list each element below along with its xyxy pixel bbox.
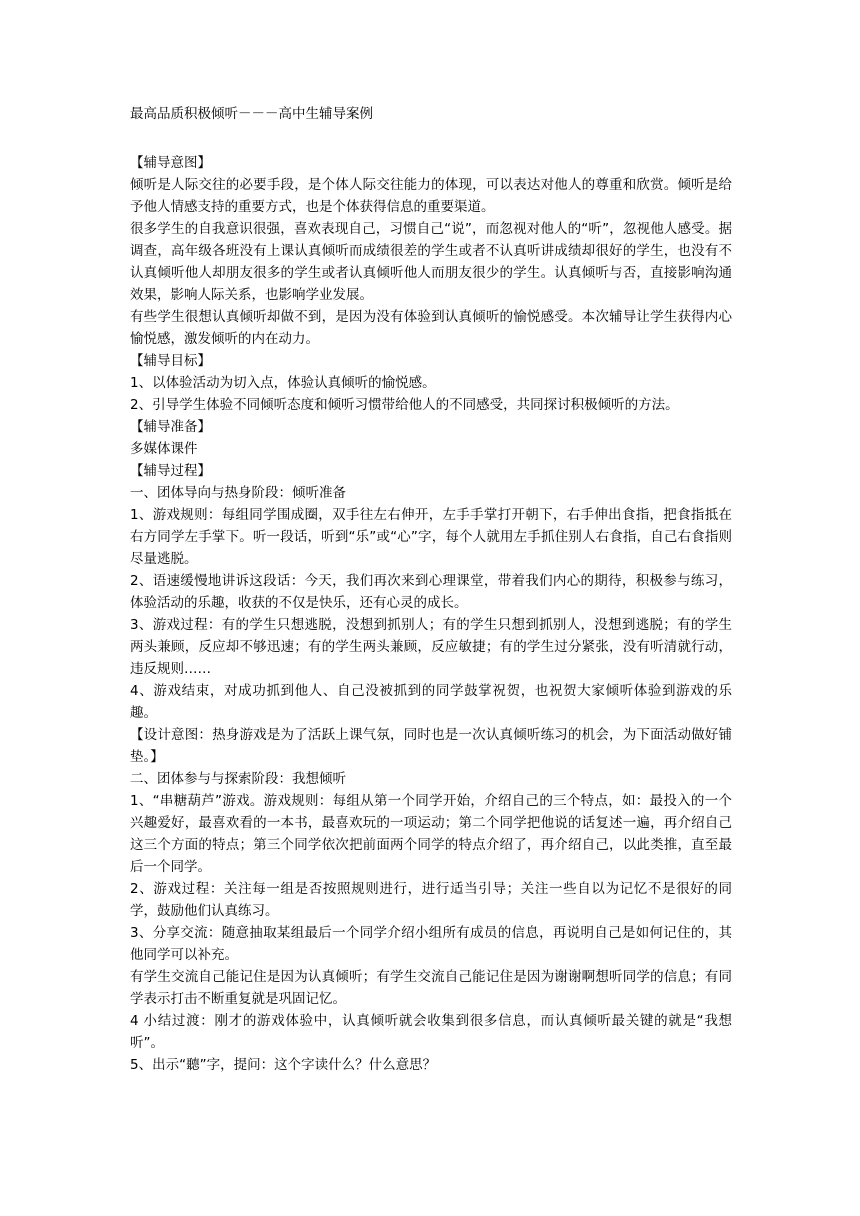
- paragraph: 3、游戏过程：有的学生只想逃脱，没想到抓别人；有的学生只想到抓别人，没想到逃脱；有的学生两头兼顾，反应却不够迅速；有的学生两头兼顾，反应敏捷；有的学生过分紧张，没有听清就行动，违反规则……: [130, 617, 732, 677]
- paragraph: 4、游戏结束，对成功抓到他人、自己没被抓到的同学鼓掌祝贺，也祝贺大家倾听体验到游戏的乐趣。: [130, 683, 732, 721]
- paragraph: 一、团体导向与热身阶段：倾听准备: [130, 485, 346, 501]
- paragraph: 3、分享交流：随意抽取某组最后一个同学介绍小组所有成员的信息，再说明自己是如何记住的，其他同学可以补充。: [130, 925, 732, 963]
- paragraph: 二、团体参与与探索阶段：我想倾听: [130, 771, 346, 787]
- paragraph: 很多学生的自我意识很强，喜欢表现自己，习惯自己“说”，而忽视对他人的“听”，忽视他人感受。据调查，高年级各班没有上课认真倾听而成绩很差的学生或者不认真听讲成绩却很好的学生，也没有不认真倾听他人却朋友很多的学生或者认真倾听他人而朋友很少的学生。认真倾听与否，直接影响沟通效果，影响人际关系，也影响学业发展。: [130, 221, 732, 303]
- paragraph: 【辅导目标】: [130, 353, 211, 369]
- paragraph: 2、语速缓慢地讲诉这段话：今天，我们再次来到心理课堂，带着我们内心的期待，积极参与练习，体验活动的乐趣，收获的不仅是快乐，还有心灵的成长。: [130, 573, 732, 611]
- document-page: [130, 104, 732, 1076]
- paragraph: 【设计意图：热身游戏是为了活跃上课气氛，同时也是一次认真倾听练习的机会，为下面活动做好铺垫。】: [130, 727, 732, 765]
- paragraph: 【辅导准备】: [130, 419, 211, 435]
- paragraph: 有学生交流自己能记住是因为认真倾听；有学生交流自己能记住是因为谢谢啊想听同学的信息；有同学表示打击不断重复就是巩固记忆。: [130, 969, 732, 1007]
- paragraph: 多媒体课件: [130, 441, 198, 457]
- paragraph: 倾听是人际交往的必要手段，是个体人际交往能力的体现，可以表达对他人的尊重和欣赏。倾听是给予他人情感支持的重要方式，也是个体获得信息的重要渠道。: [130, 177, 732, 215]
- paragraph: 1、“串糖葫芦”游戏。游戏规则：每组从第一个同学开始，介绍自己的三个特点，如：最投入的一个兴趣爱好，最喜欢看的一本书，最喜欢玩的一项运动；第二个同学把他说的话复述一遍，再介绍自己这三个方面的特点；第三个同学依次把前面两个同学的特点介绍了，再介绍自己，以此类推，直至最后一个同学。: [130, 793, 732, 875]
- paragraph: 1、以体验活动为切入点，体验认真倾听的愉悦感。: [130, 375, 436, 391]
- document-title: 最高品质积极倾听－－－高中生辅导案例: [130, 106, 373, 122]
- paragraph: 2、引导学生体验不同倾听态度和倾听习惯带给他人的不同感受，共同探讨积极倾听的方法。: [130, 397, 679, 413]
- paragraph: 有些学生很想认真倾听却做不到，是因为没有体验到认真倾听的愉悦感受。本次辅导让学生获得内心愉悦感，激发倾听的内在动力。: [130, 309, 732, 347]
- paragraph: 【辅导过程】: [130, 463, 211, 479]
- paragraph: 【辅导意图】: [130, 155, 211, 171]
- paragraph: 4 小结过渡：刚才的游戏体验中，认真倾听就会收集到很多信息，而认真倾听最关键的就是“我想听”。: [130, 1013, 732, 1051]
- paragraph: 5、出示“聽”字，提问：这个字读什么？什么意思？: [130, 1057, 437, 1073]
- paragraph: 2、游戏过程：关注每一组是否按照规则进行，进行适当引导；关注一些自以为记忆不是很好的同学，鼓励他们认真练习。: [130, 881, 732, 919]
- document-body: [130, 152, 732, 1076]
- paragraph: 1、游戏规则：每组同学围成圈，双手往左右伸开，左手手掌打开朝下，右手伸出食指，把食指抵在右方同学左手掌下。听一段话，听到“乐”或“心”字，每个人就用左手抓住别人右食指，自己右食指则尽量逃脱。: [130, 507, 732, 567]
